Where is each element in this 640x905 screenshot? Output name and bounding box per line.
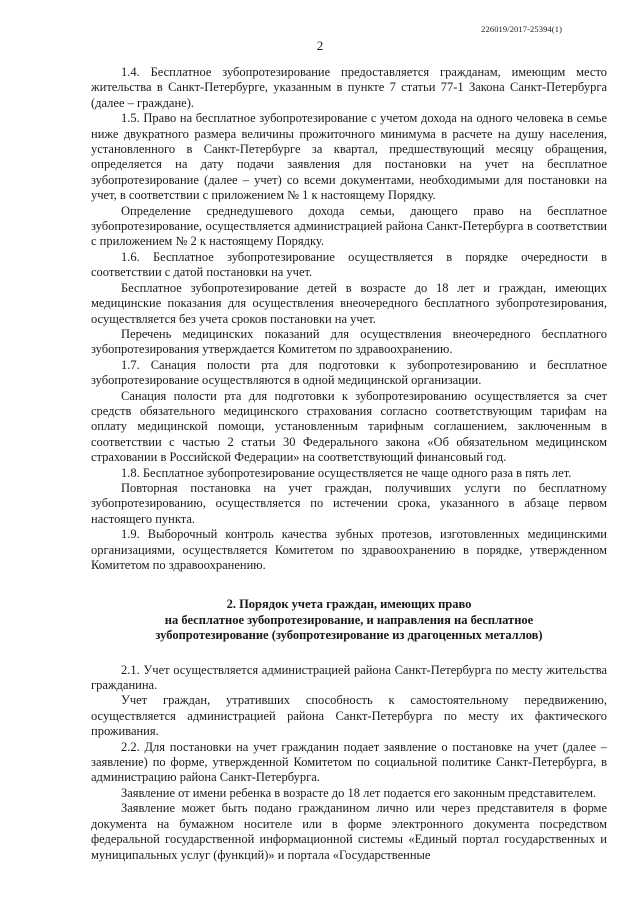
paragraph-1-5: 1.5. Право на бесплатное зубопротезирование с учетом дохода на одного человека в семье ниже двукратного размера величины прожиточного минимума в расчете на душу населения, установленного в Санкт-Петербурге за квартал, предшествующий месяцу обращения, определяется на дату подачи заявления для постановки на учет на бесплатное зубопротезирование (далее – учет) со всеми документами, необходимыми для постановки на учет, в соответствии с приложением № 1 к настоящему Порядку. [91,111,607,203]
paragraph-2-2-submission: Заявление может быть подано гражданином лично или через представителя в форме документа на бумажном носителе или в форме электронного документа посредством федеральной государственной информационной системы «Единый портал государственных и муниципальных услуг (функций)» и портала «Государственные [91,801,607,862]
paragraph-1-6-indications: Перечень медицинских показаний для осуществления внеочередного бесплатного зубопротезирования утверждается Комитетом по здравоохранению. [91,326,607,357]
paragraph-1-7-sanation: Санация полости рта для подготовки к зубопротезированию осуществляется за счет средств обязательного медицинского страхования согласно соответствующим тарифам на оплату медицинской помощи, установленным тарифным соглашением, заключенным в соответствии с частью 2 статьи 30 Федерального закона «Об обязательном медицинском страховании в Российской Федерации» на соответствующий финансовый год. [91,388,607,465]
paragraph-1-8: 1.8. Бесплатное зубопротезирование осуществляется не чаще одного раза в пять лет. [121,465,572,480]
paragraph-1-8-repeat: Повторная постановка на учет граждан, получивших услуги по бесплатному зубопротезированию, осуществляется по истечении срока, указанного в абзаце первом настоящего пункта. [91,480,607,526]
paragraph-1-6-children: Бесплатное зубопротезирование детей в возрасте до 18 лет и граждан, имеющих медицинские показания для осуществления внеочередного бесплатного зубопротезирования, осуществляется без учета сроков постановки на учет. [91,280,607,326]
paragraph-1-7: 1.7. Санация полости рта для подготовки к зубопротезированию и бесплатное зубопротезирование осуществляются в одной медицинской организации. [91,357,607,388]
paragraph-2-2-child: Заявление от имени ребенка в возрасте до 18 лет подается его законным представителем. [121,785,597,800]
paragraph-1-6: 1.6. Бесплатное зубопротезирование осуществляется в порядке очередности в соответствии с датой постановки на учет. [91,249,607,280]
paragraph-1-9: 1.9. Выборочный контроль качества зубных протезов, изготовленных медицинскими организациями, осуществляется Комитетом по здравоохранению в порядке, утвержденном Комитетом по здравоохранению. [91,527,607,572]
document-body [91,65,607,863]
paragraph-2-1-immobile: Учет граждан, утративших способность к самостоятельному передвижению, осуществляется администрацией района Санкт-Петербурга по месту их фактического проживания. [91,693,607,739]
page-number: 2 [316,38,324,53]
paragraph-2-1: 2.1. Учет осуществляется администрацией района Санкт-Петербурга по месту жительства гражданина. [91,662,607,693]
paragraph-2-2: 2.2. Для постановки на учет гражданин подает заявление о постановке на учет (далее – заявление) по форме, утвержденной Комитетом по социальной политике Санкт-Петербурга, в администрацию района Санкт-Петербурга. [91,739,607,785]
section-2-title-line-3: зубопротезирование (зубопротезирование из драгоценных металлов) [155,628,543,643]
paragraph-1-4: 1.4. Бесплатное зубопротезирование предоставляется гражданам, имеющим место жительства в Санкт-Петербурге, указанным в пункте 7 статьи 77-1 Закона Санкт-Петербурга (далее – граждане). [91,65,607,110]
section-2-title [91,597,607,643]
section-2-title-line-2: на бесплатное зубопротезирование, и направления на бесплатное [164,612,534,627]
document-registration-number: 226019/2017-25394(1) [481,24,562,34]
section-2-title-line-1: 2. Порядок учета граждан, имеющих право [226,597,472,612]
paragraph-1-5-income: Определение среднедушевого дохода семьи, дающего право на бесплатное зубопротезирование, осуществляется администрацией района Санкт-Петербурга в соответствии с приложением № 2 к настоящему Порядку. [91,203,607,249]
